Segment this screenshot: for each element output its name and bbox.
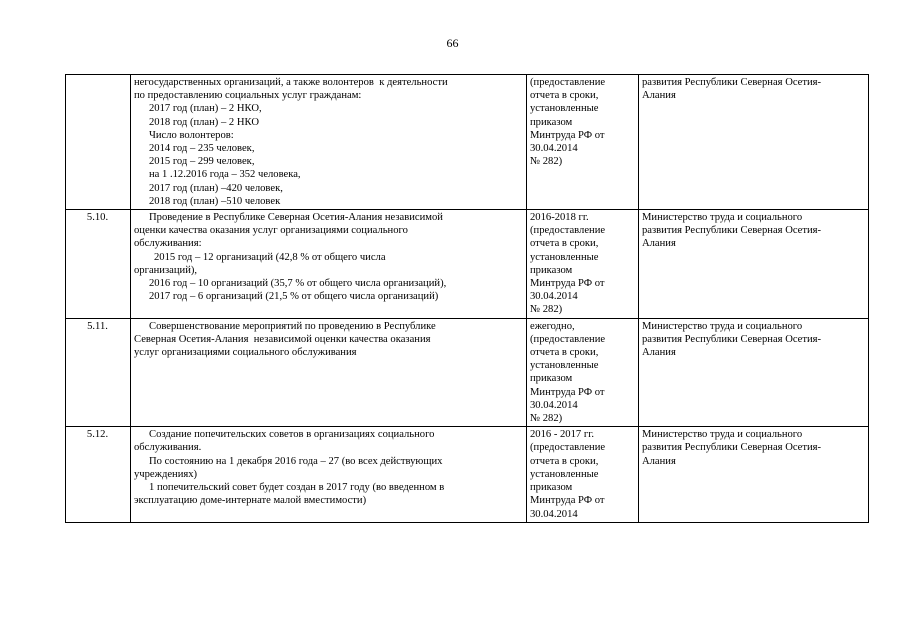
table-row — [66, 427, 869, 522]
term-line: (предоставление — [530, 442, 606, 454]
term-line: (предоставление — [530, 77, 606, 88]
responsible-line: развития Республики Северная Осетия- — [642, 225, 822, 237]
measures-table — [65, 74, 869, 523]
term-line: Минтруда РФ от — [530, 278, 605, 290]
activity-line: Число волонтеров: — [149, 129, 234, 141]
activity-line: Создание попечительских советов в организациях социального — [149, 429, 435, 441]
activity-line: 2018 год (план) –510 человек — [149, 195, 281, 207]
activity-line: 2017 год – 6 организаций (21,5 % от общего числа организаций) — [149, 291, 439, 303]
row-number-cell — [66, 75, 131, 210]
activity-line: организаций), — [134, 264, 198, 276]
term-cell — [527, 210, 639, 319]
term-line: установленные — [530, 360, 599, 372]
term-line: ежегодно, — [530, 320, 575, 332]
responsible-line: развития Республики Северная Осетия- — [642, 442, 822, 454]
term-line: установленные — [530, 468, 599, 480]
page-number: 66 — [446, 36, 459, 50]
activity-line: 2016 год – 10 организаций (35,7 % от общего числа организаций), — [149, 278, 447, 290]
responsible-line: развития Республики Северная Осетия- — [642, 333, 822, 345]
activity-line: 2017 год (план) –420 человек, — [149, 182, 283, 194]
activity-line: 2018 год (план) – 2 НКО — [149, 116, 259, 128]
table-row — [66, 318, 869, 427]
activity-line: Совершенствование мероприятий по проведению в Республике — [149, 320, 436, 332]
term-cell — [527, 318, 639, 427]
activity-cell — [131, 427, 527, 522]
responsible-line: Министерство труда и социального — [642, 429, 803, 441]
term-line: приказом — [530, 482, 573, 494]
responsible-line: Алания — [642, 347, 676, 359]
term-line: № 282) — [530, 156, 563, 168]
term-line: отчета в сроки, — [530, 347, 599, 359]
activity-line: на 1 .12.2016 года – 352 человека, — [149, 169, 301, 181]
term-line: № 282) — [530, 304, 563, 316]
activity-line: 2017 год (план) – 2 НКО, — [149, 103, 262, 115]
responsible-line: Алания — [642, 455, 676, 467]
term-line: 2016-2018 гг. — [530, 212, 589, 224]
table-row — [66, 210, 869, 319]
activity-line: по предоставлению социальных услуг гражданам: — [134, 90, 362, 102]
row-number-cell: 5.12. — [66, 427, 131, 522]
responsible-cell — [639, 427, 869, 522]
term-line: установленные — [530, 251, 599, 263]
term-cell — [527, 75, 639, 210]
activity-line: 2015 год – 12 организаций (42,8 % от общего числа — [154, 251, 386, 263]
term-line: 30.04.2014 — [530, 399, 578, 411]
activity-line: оценки качества оказания услуг организациями социального — [134, 225, 408, 237]
term-line: (предоставление — [530, 225, 606, 237]
term-line: отчета в сроки, — [530, 455, 599, 467]
term-line: 30.04.2014 — [530, 508, 578, 520]
responsible-cell — [639, 210, 869, 319]
responsible-line: Алания — [642, 238, 676, 250]
term-cell — [527, 427, 639, 522]
row-number-cell: 5.11. — [66, 318, 131, 427]
term-line: № 282) — [530, 413, 563, 425]
activity-line: Проведение в Республике Северная Осетия-Алания независимой — [149, 212, 443, 224]
responsible-cell — [639, 75, 869, 210]
term-line: приказом — [530, 116, 573, 128]
responsible-line: развития Республики Северная Осетия- — [642, 77, 822, 88]
row-number-cell: 5.10. — [66, 210, 131, 319]
term-line: установленные — [530, 103, 599, 115]
term-line: отчета в сроки, — [530, 238, 599, 250]
measures-table-body — [66, 75, 869, 523]
activity-line: учреждениях) — [134, 468, 198, 480]
activity-line: 2015 год – 299 человек, — [149, 156, 255, 168]
activity-line: обслуживания. — [134, 442, 202, 454]
activity-line: Северная Осетия-Алания независимой оценки качества оказания — [134, 333, 431, 345]
responsible-line: Министерство труда и социального — [642, 212, 803, 224]
responsible-line: Министерство труда и социального — [642, 320, 803, 332]
responsible-cell — [639, 318, 869, 427]
activity-cell — [131, 318, 527, 427]
activity-cell — [131, 210, 527, 319]
activity-line: услуг организациями социального обслуживания — [134, 347, 357, 359]
term-line: 30.04.2014 — [530, 291, 578, 303]
term-line: 30.04.2014 — [530, 143, 578, 155]
term-line: Минтруда РФ от — [530, 495, 605, 507]
term-line: Минтруда РФ от — [530, 129, 605, 141]
activity-line: 1 попечительский совет будет создан в 2017 году (во введенном в — [149, 482, 445, 494]
activity-line: обслуживания: — [134, 238, 202, 250]
activity-cell — [131, 75, 527, 210]
activity-line: По состоянию на 1 декабря 2016 года – 27 (во всех действующих — [149, 455, 443, 467]
activity-line: 2014 год – 235 человек, — [149, 143, 255, 155]
term-line: (предоставление — [530, 333, 606, 345]
term-line: отчета в сроки, — [530, 90, 599, 102]
term-line: 2016 - 2017 гг. — [530, 429, 594, 441]
activity-line: негосударственных организаций, а также волонтеров к деятельности — [134, 77, 448, 88]
table-row — [66, 75, 869, 210]
responsible-line: Алания — [642, 90, 676, 102]
term-line: приказом — [530, 264, 573, 276]
term-line: приказом — [530, 373, 573, 385]
activity-line: эксплуатацию доме-интернате малой вместимости) — [134, 495, 367, 507]
term-line: Минтруда РФ от — [530, 386, 605, 398]
